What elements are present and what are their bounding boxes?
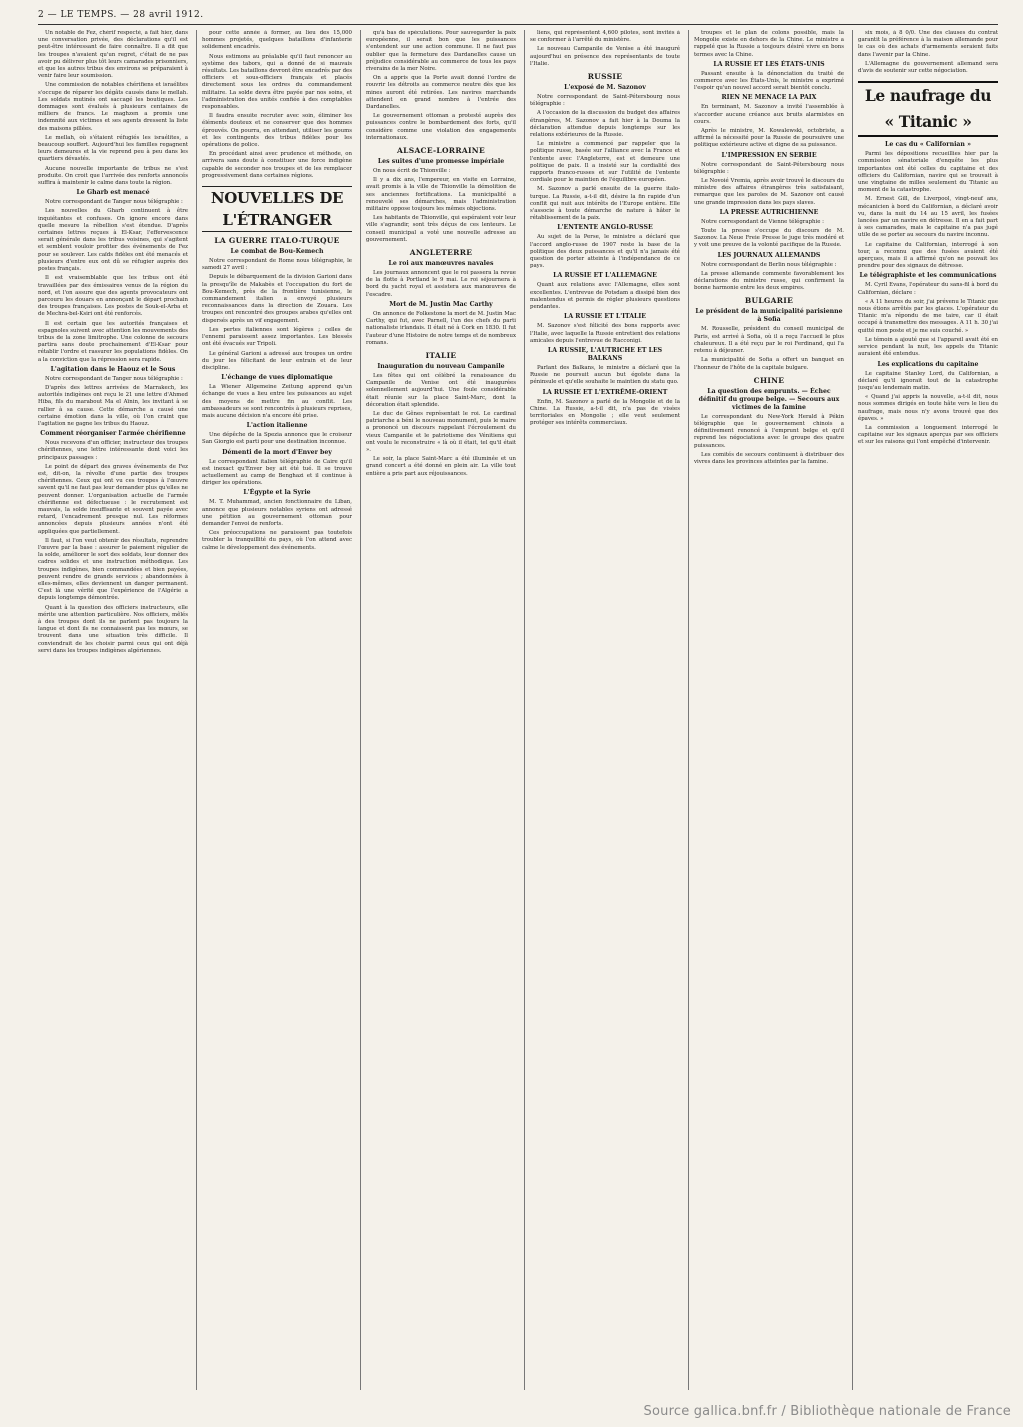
section-heading: CHINE (753, 375, 785, 385)
section-heading: RUSSIE (587, 72, 623, 82)
column-divider (688, 30, 689, 1390)
article-paragraph: Il est certain que les autorités françaises et espagnoles suivent avec attention les mouvements des tribus de la zone limitrophe. Une colonne de secours partira sans doute prochainement d'El-Ksar pour rétablir l'ordre et rassurer les populations fidèles. On a la conviction que la répression sera rapide. (38, 320, 188, 363)
article-subheading: Le roi aux manœuvres navales (388, 260, 494, 268)
article-subheading: Mort de M. Justin Mac Carthy (389, 300, 493, 308)
article-paragraph: Le duc de Gênes représentait le roi. Le cardinal patriarche a béni le nouveau monument, puis le maire a prononcé un discours rappelant l'écroulement du vieux Campanile et le patriotisme des Vénitiens qui ont voulu le reconstruire « là où il était, tel qu'il était ». (366, 410, 516, 453)
article-paragraph: Après le ministre, M. Kowalewski, octobriste, a affirmé la nécessité pour la Russie de poursuivre une politique extérieure active et digne de sa puissance. (694, 128, 844, 149)
section-heading: LA GUERRE ITALO-TURQUE (214, 236, 340, 246)
article-paragraph: Le Novoié Vremia, après avoir trouvé le discours du ministre des affaires étrangères très satisfaisant, remarque que les paroles de M. Sazonov ont causé une grande impression dans les pays slaves. (694, 178, 844, 206)
article-paragraph: « A 11 heures du soir, j'ai prévenu le Titanic que nous étions arrêtés par les glaces. L'opérateur du Titanic m'a répondu de me taire, car il était occupé à transmettre des messages. A 11 h. 30 j'ai quitté mon poste et je me suis couché. » (858, 298, 998, 334)
article-paragraph: A l'occasion de la discussion du budget des affaires étrangères, M. Sazonov a fait hier à la Douma la déclaration attendue depuis longtemps sur les relations extérieures de la Russie. (530, 110, 680, 139)
article-paragraph: pour cette année à former, au lieu des 15,000 hommes projetés, quelques bataillons d'infanterie solidement encadrés. (202, 30, 352, 51)
article-paragraph: L'Allemagne du gouvernement allemand sera d'avis de soutenir sur cette négociation. (858, 60, 998, 75)
article-subheading: LA RUSSIE ET L'ITALIE (563, 313, 647, 321)
article-paragraph: Notre correspondant de Saint-Pétersbourg nous télégraphie : (694, 161, 844, 175)
article-paragraph: Le mellah, où s'étaient réfugiés les israélites, a beaucoup souffert. Aujourd'hui les familles regagnent leurs demeures et la vie reprend peu à peu dans les quartiers dévastés. (38, 134, 188, 163)
article-paragraph: La municipalité de Sofia a offert un banquet en l'honneur de l'hôte de la capitale bulgare. (694, 357, 844, 371)
article-subheading: LA PRESSE AUTRICHIENNE (719, 208, 819, 216)
article-paragraph: La Wiener Allgemeine Zeitung apprend qu'un échange de vues a lieu entre les puissances au sujet des moyens de mettre fin au conflit. Les ambassadeurs se sont rencontrés à plusieurs reprises, mais aucune décision n'a encore été prise. (202, 384, 352, 419)
article-subheading: Inauguration du nouveau Campanile (377, 362, 505, 370)
article-subheading: Le Gharb est menacé (76, 189, 150, 197)
headline-banner: Le naufrage du « Titanic » (858, 81, 998, 137)
article-paragraph: Nous estimons au préalable qu'il faut renoncer au système des tabors, qui a donné de si mauvais résultats. Les bataillons devront être encadrés par des officiers et sous-officiers français et placés directement sous les ordres du commandement militaire. La solde devra être payée par nos soins, et l'administration des unités confiée à des comptables responsables. (202, 53, 352, 111)
article-paragraph: Notre correspondant de Tanger nous télégraphie : (45, 375, 183, 382)
article-paragraph: Notre correspondant de Tanger nous télégraphie : (45, 199, 183, 206)
article-paragraph: On nous écrit de Thionville : (373, 168, 451, 175)
article-paragraph: On annonce de Folkestone la mort de M. Justin Mac Carthy, qui fut, avec Parnell, l'un des chefs du parti nationaliste irlandais. Il était né à Cork en 1830. Il fut l'auteur d'une Histoire de notre temps et de nombreux romans. (366, 310, 516, 346)
article-paragraph: Le correspondant du New-York Herald à Pékin télégraphie que le gouvernement chinois a définitivement renoncé à l'emprunt belge et qu'il reprend les négociations avec le groupe des quatre puissances. (694, 413, 844, 449)
article-paragraph: liens, qui représentent 4,600 pilotes, sont invités à se conformer à l'arrêté du ministère. (530, 30, 680, 44)
article-subheading: L'exposé de M. Sazonov (564, 84, 646, 92)
article-paragraph: Le ministre a commencé par rappeler que la politique russe, basée sur l'alliance avec la France et l'entente avec l'Angleterre, est et demeure une politique de paix. Il a insisté sur la cordialité des rapports franco-russes et sur l'utilité de l'entente cordiale pour le maintien de l'équilibre européen. (530, 141, 680, 184)
article-paragraph: Notre correspondant de Vienne télégraphie : (701, 218, 824, 225)
article-paragraph: M. Sazonov s'est félicité des bons rapports avec l'Italie, avec laquelle la Russie entretient des relations amicales depuis l'entrevue de Racconigi. (530, 323, 680, 344)
column-divider (360, 30, 361, 1390)
article-paragraph: Notre correspondant de Saint-Pétersbourg nous télégraphie : (530, 94, 680, 108)
article-paragraph: Le capitaine du Californian, interrogé à son tour, a reconnu que des fusées avaient été aperçues, mais il a affirmé qu'on ne pouvait les prendre pour des signaux de détresse. (858, 241, 998, 270)
article-subheading: Le cas du « Californian » (885, 141, 971, 149)
article-subheading: L'agitation dans le Haouz et le Sous (50, 365, 176, 373)
article-paragraph: Les fêtes qui ont célébré la renaissance du Campanile de Venise ont été inaugurées solennellement aujourd'hui. Une foule considérable était réunie sur la place Saint-Marc, dont la décoration était splendide. (366, 372, 516, 408)
article-subheading: Démenti de la mort d'Enver bey (222, 448, 332, 456)
article-paragraph: Une dépêche de la Spezia annonce que le croiseur San Giorgio est parti pour une destination inconnue. (202, 432, 352, 446)
article-paragraph: On a appris que la Porte avait donné l'ordre de rouvrir les détroits au commerce neutre dès que les mines auront été retirées. Les navires marchands attendent en grand nombre à l'entrée des Dardanelles. (366, 75, 516, 111)
article-paragraph: Quant aux relations avec l'Allemagne, elles sont excellentes. L'entrevue de Potsdam a dissipé bien des malentendus et permis de régler plusieurs questions pendantes. (530, 282, 680, 311)
article-subheading: La question des emprunts. — Échec définitif du groupe belge. — Secours aux victimes de la famine (698, 387, 840, 411)
source-credit[interactable]: Source gallica.bnf.fr / Bibliothèque nationale de France (643, 1404, 1011, 1419)
article-paragraph: La presse allemande commente favorablement les déclarations du ministre russe, qui confirment la bonne harmonie entre les deux empires. (694, 270, 844, 292)
section-heading: BULGARIE (744, 296, 794, 306)
article-paragraph: Le point de départ des graves événements de Fez est, dit-on, la révolte d'une partie des troupes chérifiennes. Ceux qui ont vu ces troupes à l'œuvre savent qu'il ne faut pas leur demander plus qu'elles ne peuvent donner. L'organisation actuelle de l'armée chérifienne est défectueuse : le recrutement est mauvais, la solde insuffisante et souvent payée avec retard, l'encadrement presque nul. Les réformes annoncées depuis plusieurs années n'ont été appliquées que partiellement. (38, 463, 188, 535)
article-paragraph: Toute la presse s'occupe du discours de M. Sazonov. La Neue Freie Presse le juge très modéré et y voit une preuve de la volonté pacifique de la Russie. (694, 228, 844, 249)
column-divider (852, 30, 853, 1390)
article-paragraph: Un notable de Fez, chérif respecté, a fait hier, dans une conversation privée, des déclarations qu'il est peut-être intéressant de faire connaître. Il a dit que les troupes n'avaient qu'un regret, c'était de ne pas avoir pu délivrer plus tôt leurs camarades prisonniers, et que les autres tribus des environs se préparaient à venir faire leur soumission. (38, 30, 188, 80)
article-paragraph: « Quand j'ai appris la nouvelle, a-t-il dit, nous nous sommes dirigés en toute hâte vers le lieu du naufrage, mais nous n'y avons trouvé que des épaves. » (858, 394, 998, 422)
article-paragraph: M. Rousselle, président du conseil municipal de Paris, est arrivé à Sofia, où il a reçu l'accueil le plus chaleureux. Il a été reçu par le roi Ferdinand, qui l'a retenu à déjeuner. (694, 326, 844, 355)
column-1 (38, 30, 188, 1390)
article-subheading: LA RUSSIE ET L'ALLEMAGNE (553, 272, 657, 280)
article-paragraph: qu'à bas de spéculations. Pour sauvegarder la paix européenne, il serait bon que les puissances s'entendent sur une action commune. Il ne faut pas oublier que la fermeture des Dardanelles cause un préjudice considérable au commerce de tous les pays riverains de la mer Noire. (366, 30, 516, 73)
section-heading: ITALIE (425, 350, 457, 360)
article-paragraph: M. Sazonov a parlé ensuite de la guerre italo-turque. La Russie, a-t-il dit, désire la fin rapide d'un conflit qui nuit aux intérêts de l'Europe entière. Elle s'associe à toute démarche de nature à hâter le rétablissement de la paix. (530, 186, 680, 222)
article-paragraph: Le nouveau Campanile de Venise a été inauguré aujourd'hui en présence des représentants de toute l'Italie. (530, 46, 680, 67)
article-paragraph: Parmi les dépositions recueillies hier par la commission sénatoriale d'enquête les plus importantes ont été celles du capitaine et des officiers du Californian, navire qui se trouvait à une vingtaine de milles seulement du Titanic au moment de la catastrophe. (858, 151, 998, 194)
column-divider (196, 30, 197, 1390)
article-paragraph: Le général Garioni a adressé aux troupes un ordre du jour les félicitant de leur entrain et de leur discipline. (202, 350, 352, 371)
article-paragraph: Le capitaine Stanley Lord, du Californian, a déclaré qu'il ignorait tout de la catastrophe jusqu'au lendemain matin. (858, 370, 998, 391)
article-subheading: L'action italienne (246, 422, 308, 430)
article-subheading: Les suites d'une promesse impériale (377, 158, 505, 166)
article-paragraph: Notre correspondant de Rome nous télégraphie, le samedi 27 avril : (202, 258, 352, 272)
column-6 (858, 30, 998, 1390)
article-paragraph: Il est vraisemblable que les tribus ont été travaillées par des émissaires venus de la région du nord, et l'on assure que des agents provocateurs ont parcouru les douars en annonçant le départ prochain des troupes françaises. Les postes de Souk-el-Arba et de Mechra-bel-Ksiri ont été renforcés. (38, 275, 188, 318)
column-5 (694, 30, 844, 1390)
article-paragraph: M. Cyril Evans, l'opérateur du sans-fil à bord du Californian, déclare : (858, 282, 998, 296)
article-subheading: Comment réorganiser l'armée chérifienne (40, 430, 186, 438)
article-paragraph: Il faudra ensuite recruter avec soin, éliminer les éléments douteux et ne conserver que des hommes éprouvés. On pourra, en attendant, utiliser les goums et les contingents des tribus fidèles pour les opérations de police. (202, 113, 352, 149)
column-4 (530, 30, 680, 1390)
article-paragraph: Depuis le débarquement de la division Garioni dans la presqu'île de Makabès et l'occupation du fort de Bou-Kemech, près de la frontière tunisienne, le commandement italien a envoyé plusieurs reconnaissances dans la direction de Zouara. Les troupes ont rencontré des groupes arabes qu'elles ont dispersés après un vif engagement. (202, 274, 352, 324)
article-paragraph: M. Ernest Gill, de Liverpool, vingt-neuf ans, mécanicien à bord du Californian, a déclaré avoir vu, dans la nuit du 14 au 15 avril, les fusées lancées par un navire en détresse. Il en a fait part à ses camarades, mais le capitaine n'a pas jugé utile de se porter au secours du navire inconnu. (858, 196, 998, 239)
column-2 (202, 30, 352, 1390)
article-subheading: L'Égypte et la Syrie (243, 489, 311, 497)
article-paragraph: Passant ensuite à la dénonciation du traité de commerce avec les États-Unis, le ministre a exprimé l'espoir qu'un nouvel accord serait bientôt conclu. (694, 70, 844, 92)
article-paragraph: En terminant, M. Sazonov a invité l'assemblée à s'accorder aucune créance aux bruits alarmistes en cours. (694, 104, 844, 125)
article-paragraph: Ces préoccupations ne paraissent pas toutefois troubler la tranquillité du pays, où l'on attend avec calme le développement des événements. (202, 530, 352, 551)
article-subheading: LES JOURNAUX ALLEMANDS (717, 251, 821, 259)
column-divider (524, 30, 525, 1390)
article-subheading: L'échange de vues diplomatique (221, 374, 333, 382)
section-heading: ALSACE-LORRAINE (397, 146, 485, 156)
article-subheading: LA RUSSIE ET L'EXTRÊME-ORIENT (542, 388, 668, 396)
article-paragraph: Une commission de notables chérifiens et israélites s'occupe de réparer les dégâts causés dans le mellah. Les soldats mutinés ont saccagé les boutiques. Les dommages sont évalués à plusieurs centaines de milliers de francs. Le maghzen a promis une indemnité aux victimes et ses agents dressent la liste des maisons pillées. (38, 82, 188, 132)
article-paragraph: Aucune nouvelle importante de tribus ne s'est produite. On croit que l'arrivée des renforts annoncés suffira à maintenir le calme dans toute la région. (38, 165, 188, 187)
article-paragraph: Il faut, si l'on veut obtenir des résultats, reprendre l'œuvre par la base : assurer le paiement régulier de la solde, améliorer le sort des soldats, leur donner des cadres solides et une instruction méthodique. Les troupes indigènes, bien commandées et bien payées, peuvent rendre de grands services ; abandonnées à elles-mêmes, elles deviennent un danger permanent. C'est là une vérité que l'expérience de l'Algérie a depuis longtemps démontrée. (38, 537, 188, 602)
section-banner: NOUVELLES DE L'ÉTRANGER (202, 186, 352, 232)
article-paragraph: Nous recevons d'un officier, instructeur des troupes chérifiennes, une lettre intéressante dont voici les principaux passages : (38, 440, 188, 461)
article-subheading: L'ENTENTE ANGLO-RUSSE (557, 224, 653, 232)
article-paragraph: Les pertes italiennes sont légères ; celles de l'ennemi paraissent assez importantes. Les blessés ont été évacués sur Tripoli. (202, 326, 352, 348)
article-paragraph: Le correspondant italien télégraphie de Caire qu'il est inexact qu'Enver bey ait été tué. Il se trouve actuellement au camp de Benghazi et il continue à diriger les opérations. (202, 458, 352, 487)
article-subheading: Les explications du capitaine (877, 360, 979, 368)
article-paragraph: La commission a longuement interrogé le capitaine sur les signaux aperçus par ses officiers et sur les raisons qui l'ont empêché d'intervenir. (858, 424, 998, 446)
article-subheading: LA RUSSIE, L'AUTRICHE ET LES BALKANS (547, 346, 663, 362)
article-subheading: RIEN NE MENACE LA PAIX (721, 94, 817, 102)
page-header: 2 — LE TEMPS. — 28 avril 1912. (38, 10, 204, 20)
article-paragraph: troupes et le plan de colons possible, mais la Mongolie existe en dehors de la Chine. Le ministre a rappelé que la Russie a toujours désiré vivre en bons termes avec la Chine. (694, 30, 844, 58)
article-paragraph: En procédant ainsi avec prudence et méthode, on arrivera sans doute à constituer une force indigène capable de seconder nos troupes et de les remplacer progressivement dans certaines régions. (202, 151, 352, 179)
section-heading: ANGLETERRE (409, 248, 473, 258)
article-paragraph: Le témoin a ajouté que si l'appareil avait été en service pendant la nuit, les appels du Titanic auraient été entendus. (858, 336, 998, 358)
article-paragraph: six mois, à 8 0/0. Une des clauses du contrat garantit la préférence à la maison allemande pour le cas où des achats d'armements seraient faits dans l'avenir par la Chine. (858, 30, 998, 58)
article-paragraph: Au sujet de la Perse, le ministre a déclaré que l'accord anglo-russe de 1907 reste la base de la politique des deux puissances et qu'il n'a jamais été question de porter atteinte à l'indépendance de ce pays. (530, 234, 680, 270)
article-subheading: Le président de la municipalité parisienne à Sofia (695, 308, 843, 324)
column-3 (366, 30, 516, 1390)
article-paragraph: D'après des lettres arrivées de Marrakech, les autorités indigènes ont reçu le 21 une lettre d'Ahmed Hiba, fils du marabout Ma el Aïnin, les invitant à se rallier à sa cause. Cette démarche a causé une certaine émotion dans la ville, où l'on craint que l'agitation ne gagne les tribus du Haouz. (38, 384, 188, 427)
article-paragraph: M. T. Muhammad, ancien fonctionnaire du Liban, annonce que plusieurs notables syriens ont adressé une pétition au gouvernement ottoman pour demander l'envoi de renforts. (202, 499, 352, 527)
article-paragraph: Enfin, M. Sazonov a parlé de la Mongolie et de la Chine. La Russie, a-t-il dit, n'a pas de visées territoriales en Mongolie ; elle veut seulement protéger ses intérêts commerciaux. (530, 398, 680, 427)
article-paragraph: Le soir, la place Saint-Marc a été illuminée et un grand concert a été donné en plein air. La ville tout entière a pris part aux réjouissances. (366, 456, 516, 477)
article-subheading: Le télégraphiste et les communications (859, 272, 997, 280)
article-paragraph: Parlant des Balkans, le ministre a déclaré que la Russie ne poursuit aucun but égoïste dans la péninsule et qu'elle souhaite le maintien du statu quo. (530, 364, 680, 386)
article-subheading: Le combat de Bou-Kemech (230, 248, 324, 256)
article-paragraph: Le gouvernement ottoman a protesté auprès des puissances contre le bombardement des forts, qu'il considère comme une violation des engagements internationaux. (366, 113, 516, 141)
header-rule (38, 24, 998, 25)
article-paragraph: Les journaux annoncent que le roi passera la revue de la flotte à Portland le 9 mai. Le roi séjournera à bord du yacht royal et assistera aux manœuvres de l'escadre. (366, 270, 516, 298)
article-paragraph: Il y a dix ans, l'empereur, en visite en Lorraine, avait promis à la ville de Thionville la démolition de ses anciennes fortifications. La municipalité a renouvelé ses démarches, mais l'administration militaire oppose toujours les mêmes objections. (366, 177, 516, 213)
article-paragraph: Les nouvelles du Gharb continuent à être inquiétantes et confuses. On ignore encore dans quelle mesure la rébellion s'est étendue. D'après certaines lettres reçues à El-Ksar, l'effervescence serait générale dans les tribus voisines, qui s'agitent et semblent vouloir profiter des événements de Fez pour se soulever. Les caïds fidèles ont été menacés et plusieurs d'entre eux ont dû se réfugier auprès des postes français. (38, 208, 188, 273)
article-subheading: L'IMPRESSION EN SERBIE (721, 151, 817, 159)
article-paragraph: Quant à la question des officiers instructeurs, elle mérite une attention particulière. Nos officiers, mêlés à des troupes dont ils ne parlent pas toujours la langue et dont ils ne connaissent pas les mœurs, se trouvent dans une situation très difficile. Il conviendrait de les choisir parmi ceux qui ont déjà servi dans les troupes indigènes algériennes. (38, 604, 188, 654)
article-paragraph: Les habitants de Thionville, qui espéraient voir leur ville s'agrandir, sont très déçus de ces lenteurs. Le conseil municipal a voté une nouvelle adresse au gouvernement. (366, 215, 516, 243)
article-subheading: LA RUSSIE ET LES ÉTATS-UNIS (713, 60, 825, 68)
article-paragraph: Les comités de secours continuent à distribuer des vivres dans les provinces atteintes par la famine. (694, 451, 844, 465)
article-paragraph: Notre correspondant de Berlin nous télégraphie : (701, 261, 837, 268)
